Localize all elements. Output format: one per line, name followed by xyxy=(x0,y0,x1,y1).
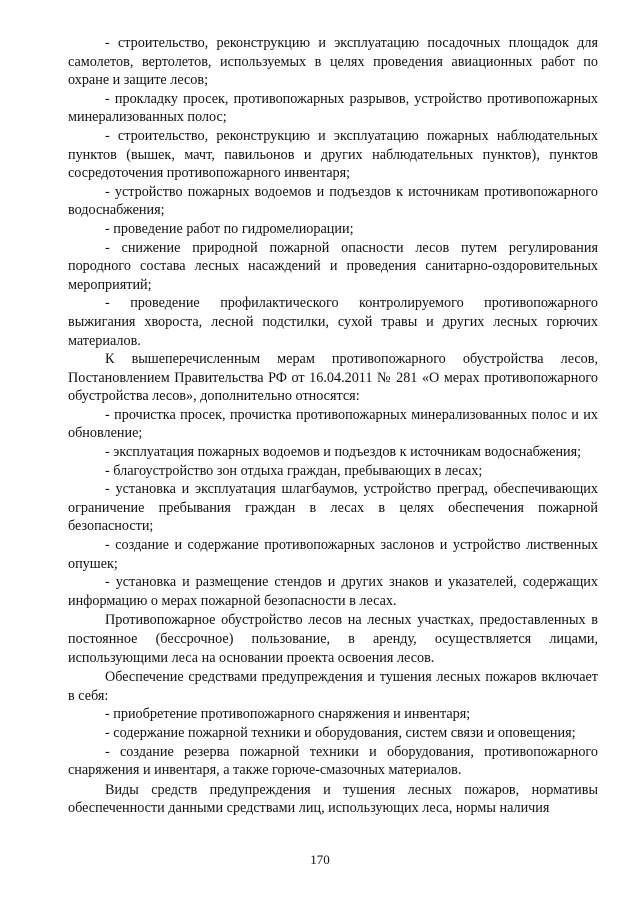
paragraph: - создание резерва пожарной техники и оборудования, противопожарного снаряжения и инвентаря, а также горюче-смазочных материалов. xyxy=(68,743,598,779)
paragraph: - снижение природной пожарной опасности лесов путем регулирования породного состава лесных насаждений и проведения санитарно-оздоровительных мероприятий; xyxy=(68,239,598,293)
paragraph: - прочистка просек, прочистка противопожарных минерализованных полос и их обновление; xyxy=(68,406,598,442)
paragraph: Обеспечение средствами предупреждения и тушения лесных пожаров включает в себя: xyxy=(68,669,598,704)
paragraph: К вышеперечисленным мерам противопожарного обустройства лесов, Постановлением Правительства РФ от 16.04.2011 № 281 «О мерах противопожарного обустройства лесов», дополнительно относятся: xyxy=(68,351,598,405)
paragraph: Противопожарное обустройство лесов на лесных участках, предоставленных в постоянное (бессрочное) пользование, в аренду, осуществляется лицами, использующими леса на основании проекта освоения лесов. xyxy=(68,612,598,666)
paragraph: - установка и эксплуатация шлагбаумов, устройство преград, обеспечивающих ограничение пребывания граждан в лесах в целях обеспечения пожарной безопасности; xyxy=(68,481,598,535)
document-body xyxy=(68,34,598,818)
page-number: 170 xyxy=(310,852,330,867)
paragraph: - проведение работ по гидромелиорации; xyxy=(105,220,354,237)
paragraph: - содержание пожарной техники и оборудования, систем связи и оповещения; xyxy=(105,724,576,741)
paragraph: - установка и размещение стендов и других знаков и указателей, содержащих информацию о мерах пожарной безопасности в лесах. xyxy=(68,574,598,609)
paragraph: - проведение профилактического контролируемого противопожарного выжигания хвороста, лесной подстилки, сухой травы и других лесных горючих материалов. xyxy=(68,295,598,349)
paragraph: - прокладку просек, противопожарных разрывов, устройство противопожарных минерализованных полос; xyxy=(68,90,598,126)
paragraph: - устройство пожарных водоемов и подъездов к источникам противопожарного водоснабжения; xyxy=(68,183,598,219)
paragraph: Виды средств предупреждения и тушения лесных пожаров, нормативы обеспеченности данными средствами лиц, использующих леса, нормы наличия xyxy=(68,781,598,817)
paragraph: - строительство, реконструкцию и эксплуатацию пожарных наблюдательных пунктов (вышек, мачт, павильонов и других наблюдательных пунктов), пунктов сосредоточения противопожарного инвентаря; xyxy=(68,127,598,182)
paragraph: - эксплуатация пожарных водоемов и подъездов к источникам водоснабжения; xyxy=(105,444,582,461)
paragraph: - строительство, реконструкцию и эксплуатацию посадочных площадок для самолетов, вертолетов, используемых в целях проведения авиационных работ по охране и защите лесов; xyxy=(68,35,598,89)
paragraph: - создание и содержание противопожарных заслонов и устройство лиственных опушек; xyxy=(68,537,598,572)
paragraph: - благоустройство зон отдыха граждан, пребывающих в лесах; xyxy=(105,462,483,479)
paragraph: - приобретение противопожарного снаряжения и инвентаря; xyxy=(105,706,471,723)
